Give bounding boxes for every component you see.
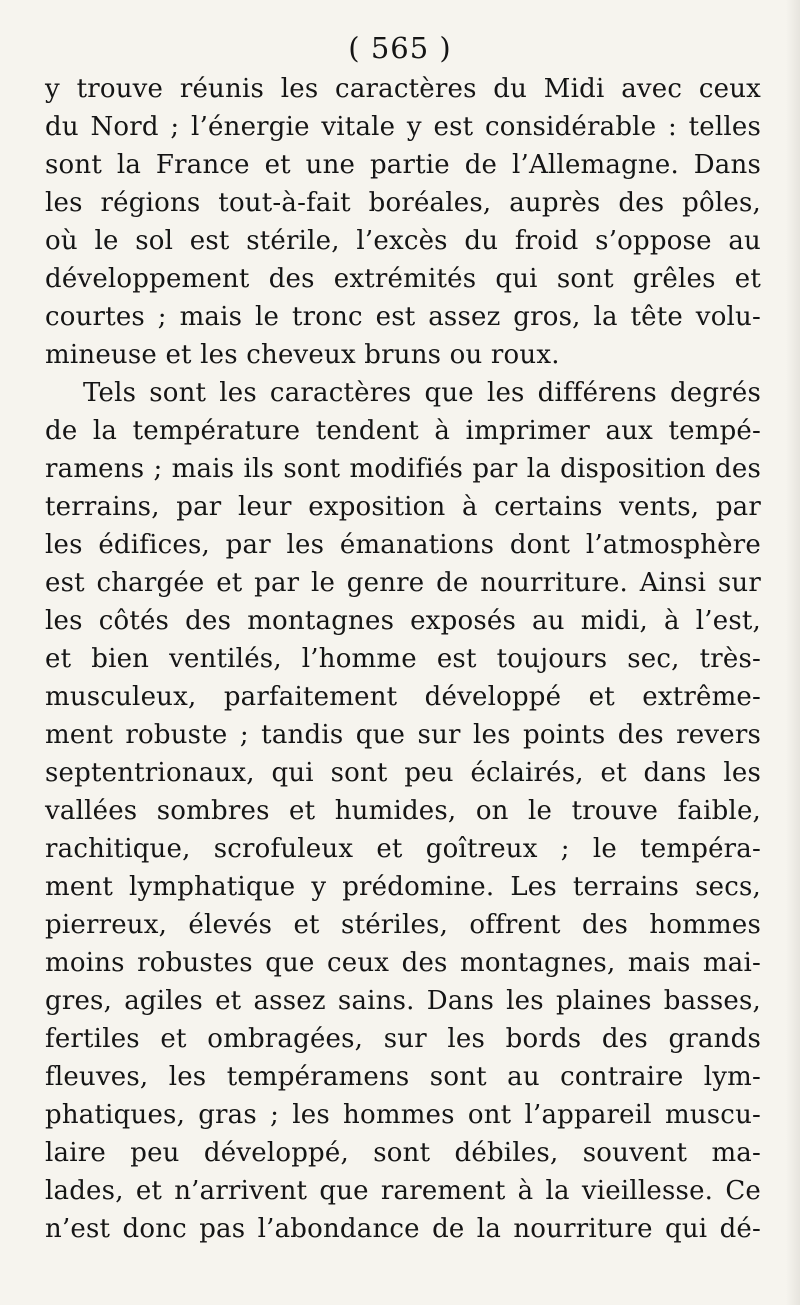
text-line: les côtés des montagnes exposés au midi, à l’est, [45,606,761,636]
text-line: vallées sombres et humides, on le trouve faible, [45,796,761,826]
text-line: terrains, par leur exposition à certains vents, par [45,492,761,522]
text-line: gres, agiles et assez sains. Dans les plaines basses, [45,986,761,1016]
text-line: les régions tout-à-fait boréales, auprès des pôles, [45,188,761,218]
text-line: développement des extrémités qui sont grêles et [45,264,761,294]
page-edge-shadow [786,0,800,1305]
text-line: rachitique, scrofuleux et goîtreux ; le tempéra- [45,834,761,864]
text-line: est chargée et par le genre de nourriture. Ainsi sur [45,568,761,598]
text-line: ramens ; mais ils sont modifiés par la disposition des [45,454,761,484]
text-line: ment robuste ; tandis que sur les points des revers [45,720,761,750]
text-line: musculeux, parfaitement développé et extrême- [45,682,761,712]
paragraph [45,374,761,1248]
text-line: Tels sont les caractères que les différens degrés [83,378,761,408]
text-line: septentrionaux, qui sont peu éclairés, et dans les [45,758,761,788]
text-line: n’est donc pas l’abondance de la nourriture qui dé- [45,1214,761,1244]
paragraph [45,70,761,374]
text-line: fertiles et ombragées, sur les bords des grands [45,1024,761,1054]
text-line: et bien ventilés, l’homme est toujours sec, très- [45,644,761,674]
text-line: pierreux, élevés et stériles, offrent des hommes [45,910,761,940]
text-line: de la température tendent à imprimer aux tempé- [45,416,761,446]
text-line: courtes ; mais le tronc est assez gros, la tête volu- [45,302,761,332]
text-line: phatiques, gras ; les hommes ont l’appareil muscu- [45,1100,761,1130]
text-line: laire peu développé, sont débiles, souvent ma- [45,1138,761,1168]
text-line: ment lymphatique y prédomine. Les terrains secs, [45,872,761,902]
page-number: ( 565 ) [348,31,452,65]
text-line: les édifices, par les émanations dont l’atmosphère [45,530,761,560]
text-line: lades, et n’arrivent que rarement à la vieillesse. Ce [45,1176,761,1206]
text-line: où le sol est stérile, l’excès du froid s’oppose au [45,226,761,256]
text-line: fleuves, les tempéramens sont au contraire lym- [45,1062,761,1092]
text-line: moins robustes que ceux des montagnes, mais mai- [45,948,761,978]
text-line: y trouve réunis les caractères du Midi avec ceux [45,74,761,104]
text-line: mineuse et les cheveux bruns ou roux. [45,340,560,370]
text-line: sont la France et une partie de l’Allemagne. Dans [45,150,761,180]
text-line: du Nord ; l’énergie vitale y est considérable : telles [45,112,761,142]
body-text [45,70,761,1248]
